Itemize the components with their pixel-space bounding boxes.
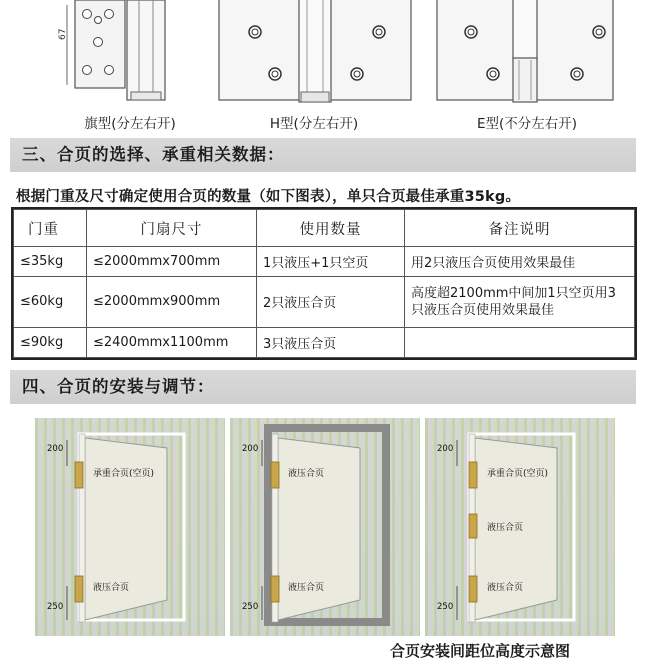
header-quantity: 使用数量 <box>257 210 405 247</box>
section4-header: 四、合页的安装与调节： <box>10 370 636 404</box>
top-dimension: 200 <box>47 444 64 454</box>
cell-weight: ≤90kg <box>14 328 87 358</box>
bottom-caption: 合页安装间距位高度示意图 <box>390 642 571 660</box>
cell-note: 用2只液压合页使用效果最佳 <box>405 247 635 277</box>
install-diagram-1 <box>35 418 225 636</box>
hinge-label: 承重合页(空页) <box>93 469 155 479</box>
hinge-flag-figure <box>55 0 195 108</box>
bottom-dimension: 250 <box>437 602 454 612</box>
hinge-label: 液压合页 <box>487 583 524 593</box>
dimension-label: 67 <box>58 28 68 40</box>
cell-note <box>405 328 635 358</box>
cell-qty: 2只液压合页 <box>257 276 405 328</box>
hinge-label: 液压合页 <box>93 583 130 593</box>
section3-header: 三、合页的选择、承重相关数据： <box>10 138 636 172</box>
hinge-label: 液压合页 <box>487 523 524 533</box>
hinge-selection-table <box>11 207 637 360</box>
bottom-dimension: 250 <box>242 602 259 612</box>
cell-qty: 3只液压合页 <box>257 328 405 358</box>
table-row <box>14 276 635 328</box>
cell-size: ≤2400mmx1100mm <box>87 328 257 358</box>
hinge-e-caption: E型(不分左右开) <box>476 116 578 132</box>
install-diagram-3 <box>425 418 615 636</box>
header-door-size: 门扇尺寸 <box>87 210 257 247</box>
top-dimension: 200 <box>437 444 454 454</box>
table-row <box>14 328 635 358</box>
hinge-h-figure <box>215 0 415 108</box>
hinge-label: 液压合页 <box>288 469 325 479</box>
header-door-weight: 门重 <box>14 210 87 247</box>
hinge-label: 液压合页 <box>288 583 325 593</box>
cell-qty: 1只液压+1只空页 <box>257 247 405 277</box>
cell-size: ≤2000mmx900mm <box>87 276 257 328</box>
cell-weight: ≤60kg <box>14 276 87 328</box>
bottom-dimension: 250 <box>47 602 64 612</box>
install-diagram-2 <box>230 418 420 636</box>
top-dimension: 200 <box>242 444 259 454</box>
hinge-h-caption: H型(分左右开) <box>269 116 359 132</box>
hinge-e-figure <box>433 0 618 108</box>
hinge-flag-caption: 旗型(分左右开) <box>84 116 176 132</box>
table-header-row <box>14 210 635 247</box>
header-notes: 备注说明 <box>405 210 635 247</box>
cell-size: ≤2000mmx700mm <box>87 247 257 277</box>
cell-weight: ≤35kg <box>14 247 87 277</box>
section3-intro: 根据门重及尺寸确定使用合页的数量（如下图表），单只合页最佳承重35kg。 <box>16 189 521 205</box>
cell-note: 高度超2100mm中间加1只空页用3只液压合页使用效果最佳 <box>405 276 635 328</box>
table-row <box>14 247 635 277</box>
hinge-label: 承重合页(空页) <box>487 469 549 479</box>
hinge-types <box>0 0 650 135</box>
